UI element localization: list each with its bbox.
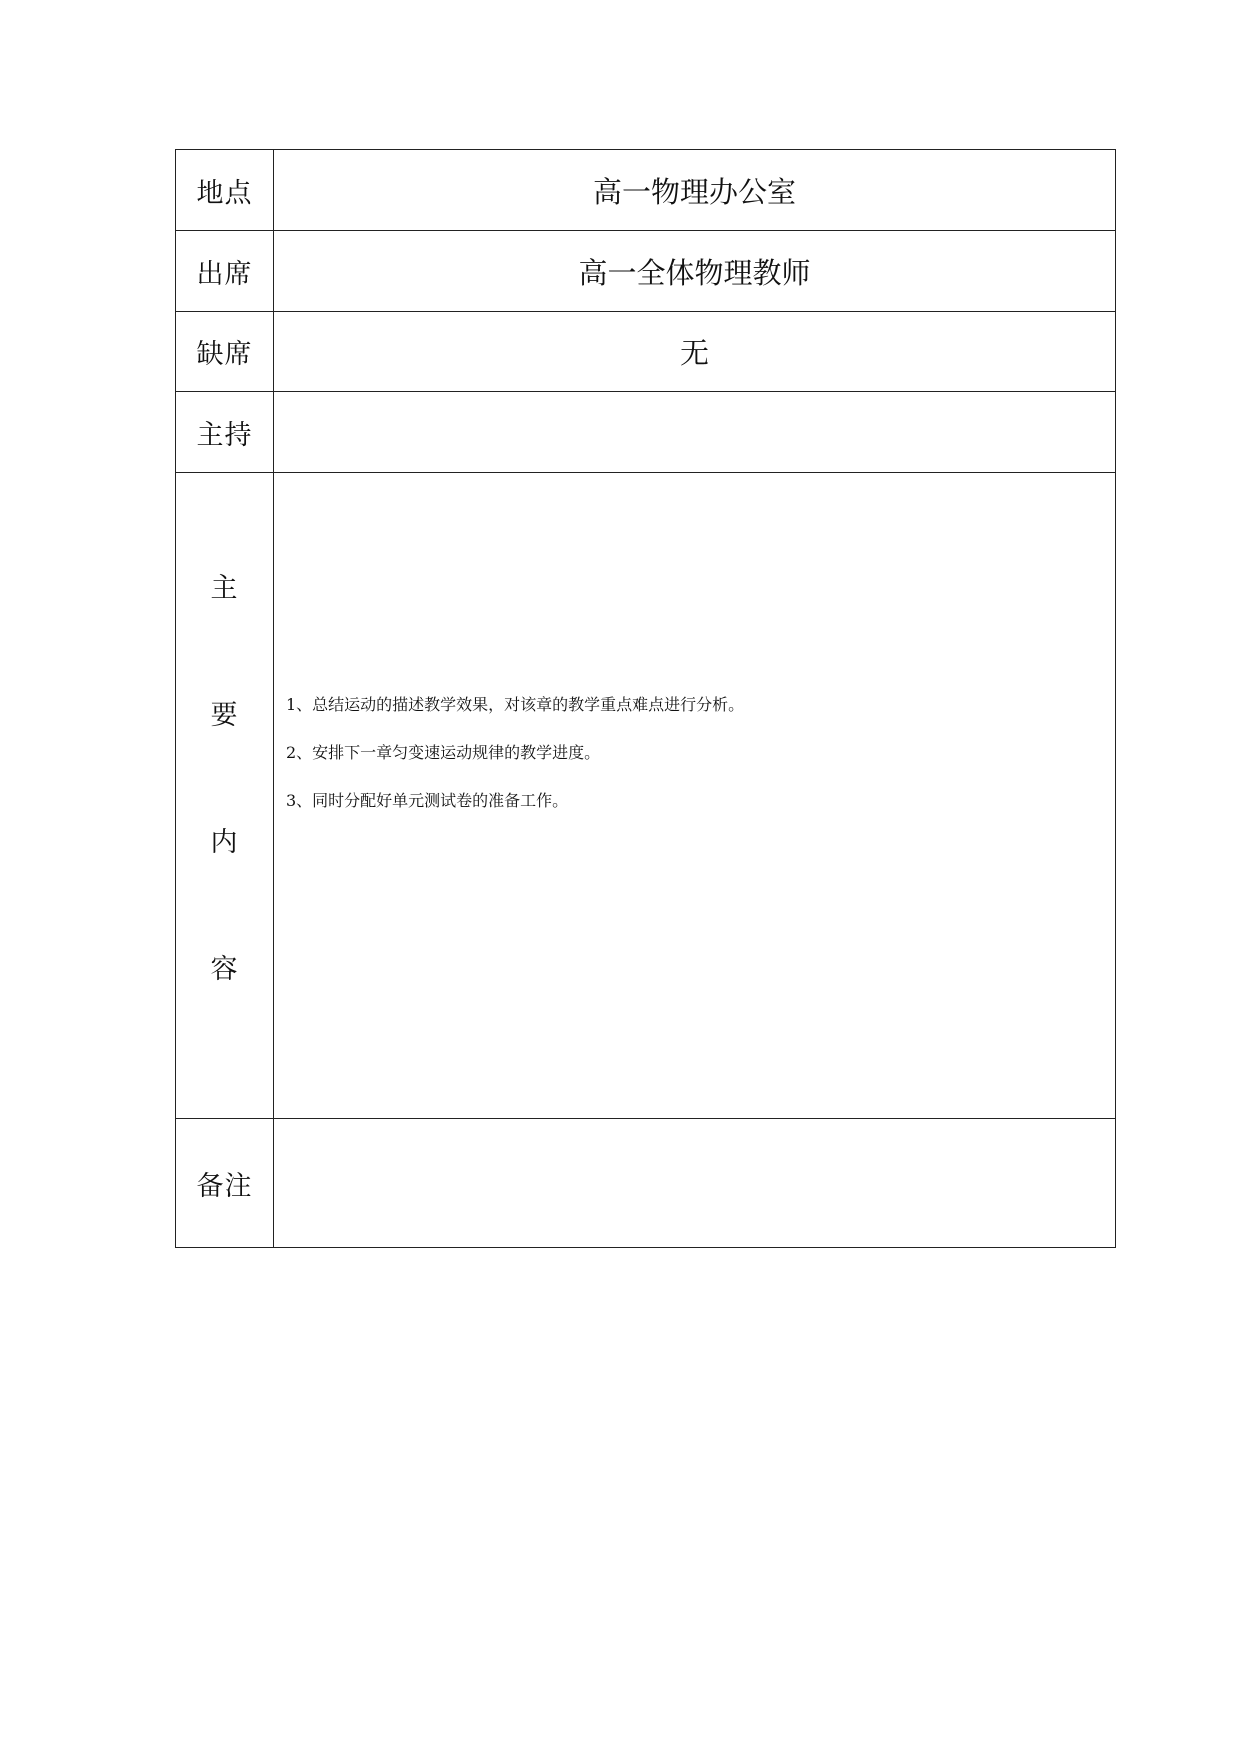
list-item: 3、同时分配好单元测试卷的准备工作。 <box>286 790 569 810</box>
remarks-label: 备注 <box>176 1119 274 1248</box>
main-content-label <box>176 473 274 1119</box>
list-item: 1、总结运动的描述教学效果，对该章的教学重点难点进行分析。 <box>286 694 745 714</box>
main-content-label-char-2: 要 <box>210 699 239 731</box>
list-item: 2、安排下一章匀变速运动规律的教学进度。 <box>286 742 601 762</box>
remarks-row <box>176 1119 1116 1248</box>
main-content-vertical-label <box>176 566 273 986</box>
host-row <box>176 392 1116 473</box>
host-value <box>274 392 1116 473</box>
meeting-record-table <box>175 149 1116 1248</box>
location-row <box>176 150 1116 231</box>
content-list <box>286 693 1115 813</box>
location-value: 高一物理办公室 <box>274 150 1116 231</box>
location-label: 地点 <box>176 150 274 231</box>
main-content-row <box>176 473 1116 1119</box>
remarks-value <box>274 1119 1116 1248</box>
main-content-label-char-1: 主 <box>210 572 239 604</box>
attendance-value: 高一全体物理教师 <box>274 231 1116 312</box>
attendance-row <box>176 231 1116 312</box>
main-content-label-char-4: 容 <box>210 953 239 985</box>
absence-value: 无 <box>274 312 1116 392</box>
attendance-label: 出席 <box>176 231 274 312</box>
absence-label: 缺席 <box>176 312 274 392</box>
absence-row <box>176 312 1116 392</box>
host-label: 主持 <box>176 392 274 473</box>
main-content-label-char-3: 内 <box>210 826 239 858</box>
main-content-body <box>274 473 1116 1119</box>
